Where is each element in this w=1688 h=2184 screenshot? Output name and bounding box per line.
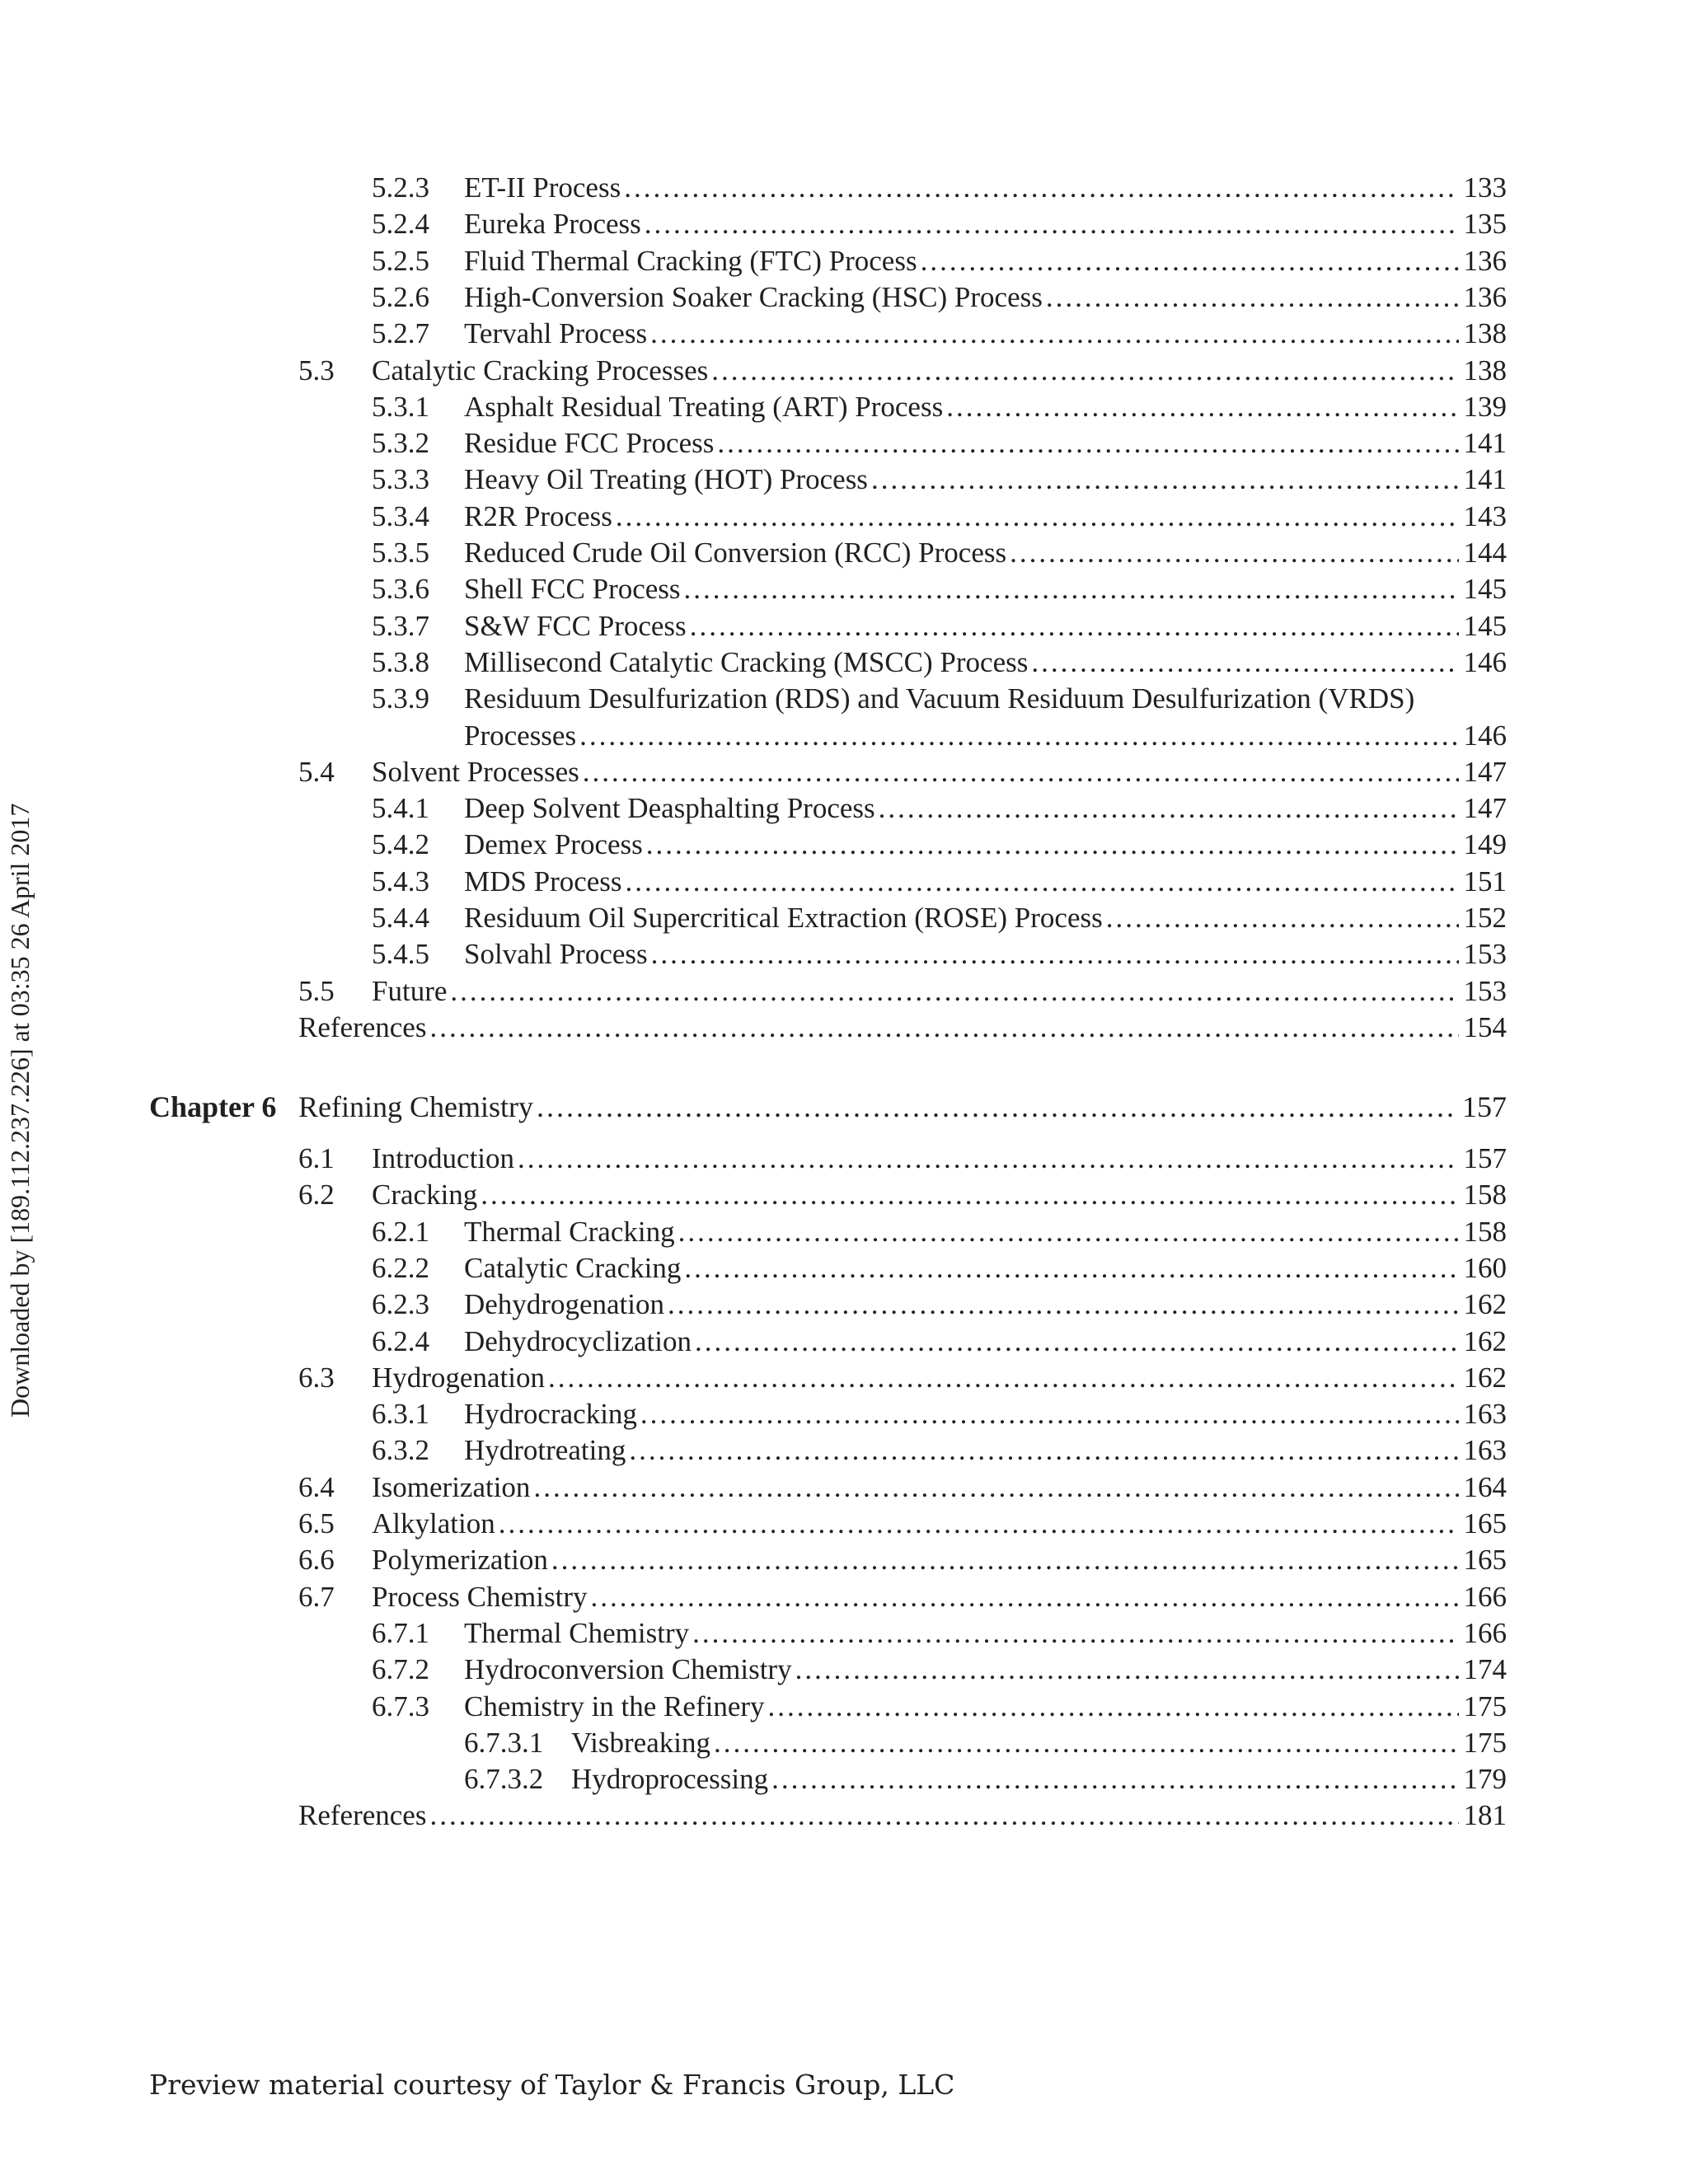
toc-entry-title-group [464,902,1507,935]
toc-entry-number: 6.1 [298,1142,335,1174]
toc-entry-title-group [571,1727,1507,1760]
toc-entry-title: Process Chemistry [372,1581,591,1614]
toc-entry[interactable] [372,682,1507,715]
toc-entry-number: 6.7.3.1 [464,1726,544,1759]
toc-entry-number: 6.7.3 [372,1690,429,1722]
toc-entry-number: 6.7 [298,1580,335,1613]
toc-entry-title-group [464,719,1507,752]
toc-entry-number: 6.2.4 [372,1324,429,1357]
toc-entry-number: 5.3.9 [372,682,429,715]
toc-entry-title-group [464,1216,1507,1249]
toc-entry-title-group [372,1507,1507,1540]
toc-entry[interactable] [372,1617,1507,1650]
toc-entry-title: Heavy Oil Treating (HOT) Process [464,463,871,496]
dot-leader [1010,537,1458,569]
toc-entry-title: MDS Process [464,865,626,898]
toc-entry-title-group [372,1581,1507,1614]
toc-entry-title-group [464,208,1507,241]
toc-entry-title: Catalytic Cracking [464,1252,684,1285]
dot-leader [429,1799,1458,1832]
toc-entry-number: 5.3.7 [372,609,429,642]
toc-entry-title: Residuum Desulfurization (RDS) and Vacuum Residuum Desulfurization (VRDS) [464,682,1418,715]
toc-entry[interactable] [372,391,1507,424]
toc-entry-title: Solvahl Process [464,938,651,971]
toc-entry-title: R2R Process [464,500,616,533]
toc-entry-page: 144 [1459,537,1507,569]
toc-entry-page: 135 [1459,208,1507,241]
dot-leader [591,1581,1459,1614]
toc-entry-page: 136 [1459,245,1507,278]
toc-entry[interactable] [372,1252,1507,1285]
toc-entry[interactable] [298,1544,1507,1577]
toc-entry[interactable] [372,427,1507,460]
toc-entry-title-group [372,756,1507,789]
toc-entry[interactable] [372,1288,1507,1321]
toc-entry-page: 157 [1459,1142,1507,1175]
toc-entry[interactable] [298,1142,1507,1175]
dot-leader [499,1507,1459,1540]
page-footer: Preview material courtesy of Taylor & Francis Group, LLC [149,2069,955,2101]
toc-entry-title-group [464,1434,1507,1467]
toc-entry-page: 146 [1459,646,1507,679]
toc-entry-page: 164 [1459,1471,1507,1504]
toc-entry-title-group [372,1179,1507,1212]
toc-entry-title-group [464,500,1507,533]
toc-entry-number: 5.3.5 [372,537,429,569]
toc-entry-title-group [464,1653,1507,1686]
chapter-label: Chapter 6 [149,1090,277,1123]
toc-entry-page: 181 [1459,1799,1507,1832]
dot-leader [646,828,1459,861]
dot-leader [624,171,1458,204]
toc-entry-title-group [464,463,1507,496]
chapter-title: Refining Chemistry [298,1090,533,1123]
toc-entry-title-group [372,1471,1507,1504]
toc-entry[interactable] [372,281,1507,314]
toc-entry-page: 154 [1459,1011,1507,1044]
toc-entry-number: 6.2.1 [372,1215,429,1248]
dot-leader [481,1179,1458,1212]
toc-entry-title: Hydroconversion Chemistry [464,1653,795,1686]
toc-entry-title: High-Conversion Soaker Cracking (HSC) Process [464,281,1046,314]
dot-leader [871,463,1459,496]
toc-entry[interactable] [298,756,1507,789]
toc-entry[interactable] [372,902,1507,935]
toc-entry-title: Fluid Thermal Cracking (FTC) Process [464,245,921,278]
toc-entry-page: 160 [1459,1252,1507,1285]
toc-entry-title-group [464,938,1507,971]
dot-leader [695,1325,1458,1358]
dot-leader [690,610,1459,643]
toc-entry-title-group [372,1361,1507,1394]
dot-leader [626,865,1459,898]
toc-entry-page: 166 [1459,1581,1507,1614]
toc-entry-title: Demex Process [464,828,646,861]
toc-entry-title: Introduction [372,1142,518,1175]
dot-leader [629,1434,1458,1467]
toc-entry-page: 147 [1459,756,1507,789]
toc-entry-page: 165 [1459,1507,1507,1540]
toc-entry[interactable] [372,1434,1507,1467]
toc-entry-number: 5.4.2 [372,828,429,861]
toc-entry-number: 6.2.3 [372,1288,429,1321]
dot-leader [879,792,1459,825]
toc-entry-number: 5.3.2 [372,427,429,460]
dot-leader [795,1653,1459,1686]
toc-entry-number: 5.4.5 [372,938,429,971]
toc-entry-title-group [464,245,1507,278]
toc-entry-number: 5.3.6 [372,573,429,606]
dot-leader [650,317,1458,350]
toc-entry-title: Dehydrocyclization [464,1325,695,1358]
toc-entry-number: 5.4 [298,755,335,788]
toc-entry-number: 6.2.2 [372,1251,429,1284]
toc-entry[interactable] [372,828,1507,861]
toc-entry[interactable] [464,1727,1507,1760]
toc-entry-title: Thermal Cracking [464,1216,678,1249]
dot-leader [533,1471,1458,1504]
dot-leader [551,1544,1459,1577]
toc-entry-page: 136 [1459,281,1507,314]
toc-entry-page: 138 [1459,317,1507,350]
toc-entry-title: Thermal Chemistry [464,1617,692,1650]
toc-entry[interactable] [372,1398,1507,1431]
toc-entry-page: 153 [1459,975,1507,1008]
dot-leader [1106,902,1459,935]
toc-entry-title: Hydroprocessing [571,1763,771,1796]
toc-entry-page: 175 [1459,1727,1507,1760]
toc-entry-title: Shell FCC Process [464,573,684,606]
toc-entry[interactable] [298,354,1507,387]
toc-entry-number: 5.2.3 [372,171,429,204]
toc-entry-title: References [298,1799,429,1832]
toc-entry-page: 141 [1459,463,1507,496]
toc-entry-page: 166 [1459,1617,1507,1650]
toc-entry-page: 165 [1459,1544,1507,1577]
toc-entry-number: 6.3.2 [372,1434,429,1467]
toc-entry-page: 145 [1459,610,1507,643]
toc-entry-title-group [464,792,1507,825]
dot-leader [946,391,1458,424]
toc-entry-title: Alkylation [372,1507,499,1540]
toc-entry-number: 5.5 [298,974,335,1007]
toc-entry[interactable] [298,1361,1507,1394]
toc-entry-number: 5.2.6 [372,280,429,313]
dot-leader [645,208,1459,241]
toc-entry-title-group [464,610,1507,643]
toc-entry-title: S&W FCC Process [464,610,690,643]
toc-entry-title-group [464,317,1507,350]
toc-entry[interactable] [372,610,1507,643]
toc-entry-title: Residuum Oil Supercritical Extraction (ROSE) Process [464,902,1106,935]
toc-entry-page: 151 [1459,865,1507,898]
toc-entry-page: 146 [1459,719,1507,752]
dot-leader [518,1142,1458,1175]
toc-entry-page: 158 [1459,1179,1507,1212]
toc-entry-title: Solvent Processes [372,756,583,789]
toc-entry-title: Visbreaking [571,1727,714,1760]
toc-entry-title: Catalytic Cracking Processes [372,354,711,387]
toc-entry[interactable] [372,317,1507,350]
toc-entry-page: 162 [1459,1288,1507,1321]
dot-leader [714,1727,1459,1760]
dot-leader [717,427,1458,460]
toc-entry-title-group [464,1398,1507,1431]
dot-leader [579,719,1458,752]
dot-leader [616,500,1459,533]
toc-entry[interactable] [372,1690,1507,1723]
toc-entry[interactable] [372,573,1507,606]
toc-entry[interactable] [372,1325,1507,1358]
toc-entry-number: 5.2.5 [372,244,429,277]
toc-entry[interactable] [372,463,1507,496]
toc-entry-title-group [372,975,1507,1008]
toc-entry-number: 5.3.1 [372,390,429,423]
toc-entry[interactable] [372,646,1507,679]
toc-entry-number: 5.4.3 [372,865,429,898]
dot-leader [1031,646,1458,679]
toc-entry-number: 5.3.8 [372,645,429,678]
toc-entry-title: Deep Solvent Deasphalting Process [464,792,879,825]
toc-entry-title: Future [372,975,450,1008]
toc-entry-number: 5.3.4 [372,499,429,532]
dot-leader [640,1398,1459,1431]
toc-entry[interactable] [298,1011,1507,1044]
toc-entry-title: Isomerization [372,1471,533,1504]
toc-entry-title-group [464,1690,1507,1723]
toc-entry-title: Eureka Process [464,208,645,241]
toc-entry-page: 152 [1459,902,1507,935]
toc-entry-title: Polymerization [372,1544,551,1577]
toc-entry-title-group [372,354,1507,387]
toc-entry-title-group [464,828,1507,861]
toc-entry-title-group [464,646,1507,679]
chapter-heading-row[interactable] [149,1089,1507,1125]
toc-entry-number: 5.3.3 [372,463,429,496]
toc-entry[interactable] [298,1581,1507,1614]
toc-entry-title: Residue FCC Process [464,427,717,460]
toc-entry[interactable] [372,1216,1507,1249]
toc-entry-page: 138 [1459,354,1507,387]
toc-entry-title: Hydrocracking [464,1398,640,1431]
toc-entry[interactable] [372,792,1507,825]
toc-entry-title-group [372,1544,1507,1577]
toc-entry-title-group [464,427,1507,460]
toc-entry-title-group [464,682,1507,715]
toc-entry-title-group [464,1325,1507,1358]
toc-entry-title: Cracking [372,1179,481,1212]
toc-entry-number: 6.2 [298,1179,335,1212]
toc-entry[interactable] [298,1179,1507,1212]
toc-entry-title-group [298,1799,1507,1832]
toc-entry-title-group [464,171,1507,204]
toc-entry-title-group [464,1617,1507,1650]
toc-entry[interactable] [372,500,1507,533]
toc-entry[interactable] [372,208,1507,241]
toc-entry-page: 174 [1459,1653,1507,1686]
toc-entry-title: ET-II Process [464,171,624,204]
toc-entry-page: 162 [1459,1325,1507,1358]
toc-entry-title-group [464,537,1507,569]
toc-entry-number: 6.7.3.2 [464,1763,544,1796]
toc-entry-title: References [298,1011,429,1044]
dot-leader [921,245,1459,278]
toc-entry-page: 141 [1459,427,1507,460]
dot-leader [768,1690,1459,1723]
toc-entry-title: Hydrotreating [464,1434,629,1467]
toc-entry-title-group [464,391,1507,424]
toc-entry-title: Millisecond Catalytic Cracking (MSCC) Process [464,646,1031,679]
toc-entry-page: 149 [1459,828,1507,861]
toc-entry-number: 6.4 [298,1470,335,1503]
toc-entry[interactable] [372,245,1507,278]
toc-entry-number: 5.3 [298,354,335,387]
toc-entry-page: 179 [1459,1763,1507,1796]
toc-entry[interactable] [372,1653,1507,1686]
toc-entry-title-group [464,865,1507,898]
dot-leader [429,1011,1458,1044]
dot-leader [583,756,1459,789]
toc-entry-title: Tervahl Process [464,317,650,350]
toc-entry-number: 6.3.1 [372,1398,429,1431]
toc-entry[interactable] [464,1763,1507,1796]
dot-leader [548,1361,1459,1394]
toc-entry-page: 139 [1459,391,1507,424]
toc-entry-page: 175 [1459,1690,1507,1723]
toc-entry-page: 162 [1459,1361,1507,1394]
dot-leader [537,1089,1457,1125]
toc-entry-page: 143 [1459,500,1507,533]
toc-entry-page: 145 [1459,573,1507,606]
toc-entry[interactable] [298,975,1507,1008]
toc-entry-number: 6.6 [298,1544,335,1577]
toc-entry-page: 163 [1459,1398,1507,1431]
toc-entry-page: 133 [1459,171,1507,204]
side-download-note: Downloaded by [189.112.237.226] at 03:35 26 April 2017 [5,803,35,1418]
toc-entry-title: Asphalt Residual Treating (ART) Process [464,391,946,424]
toc-entry[interactable] [372,865,1507,898]
toc-entry-title-group [464,1288,1507,1321]
dot-leader [692,1617,1458,1650]
toc-entry-title-group [571,1763,1507,1796]
toc-entry-title: Reduced Crude Oil Conversion (RCC) Process [464,537,1010,569]
toc-entry[interactable] [372,938,1507,971]
dot-leader [450,975,1458,1008]
toc-entry-number: 5.2.4 [372,208,429,241]
toc-entry-page: 153 [1459,938,1507,971]
toc-entry-title: Chemistry in the Refinery [464,1690,768,1723]
toc-entry[interactable] [372,537,1507,569]
toc-entry-title-group [464,1252,1507,1285]
chapter-title-group [298,1089,1507,1125]
toc-entry[interactable] [298,1471,1507,1504]
toc-entry-title: Dehydrogenation [464,1288,668,1321]
dot-leader [668,1288,1459,1321]
toc-entry-number: 6.7.2 [372,1653,429,1686]
toc-entry[interactable] [298,1799,1507,1832]
toc-entry-page: 158 [1459,1216,1507,1249]
toc-entry-number: 5.4.4 [372,902,429,934]
toc-entry-title: Hydrogenation [372,1361,548,1394]
toc-entry-number: 5.4.1 [372,792,429,825]
toc-entry-number: 6.7.1 [372,1616,429,1649]
dot-leader [1046,281,1459,314]
toc-entry[interactable] [464,719,1507,752]
toc-entry[interactable] [298,1507,1507,1540]
toc-entry-number: 5.2.7 [372,317,429,350]
toc-entry-page: 163 [1459,1434,1507,1467]
dot-leader [678,1216,1459,1249]
dot-leader [651,938,1459,971]
toc-entry-title-group [464,573,1507,606]
toc-entry-page: 147 [1459,792,1507,825]
toc-entry-number: 6.5 [298,1507,335,1540]
dot-leader [771,1763,1458,1796]
toc-entry-title-group [298,1011,1507,1044]
toc-entry-title: Processes [464,719,579,752]
dot-leader [684,573,1459,606]
toc-entry-title-group [372,1142,1507,1175]
toc-entry[interactable] [372,171,1507,204]
toc-entry-number: 6.3 [298,1361,335,1394]
dot-leader [684,1252,1458,1285]
dot-leader [711,354,1458,387]
chapter-page: 157 [1462,1090,1507,1123]
toc-entry-title-group [464,281,1507,314]
